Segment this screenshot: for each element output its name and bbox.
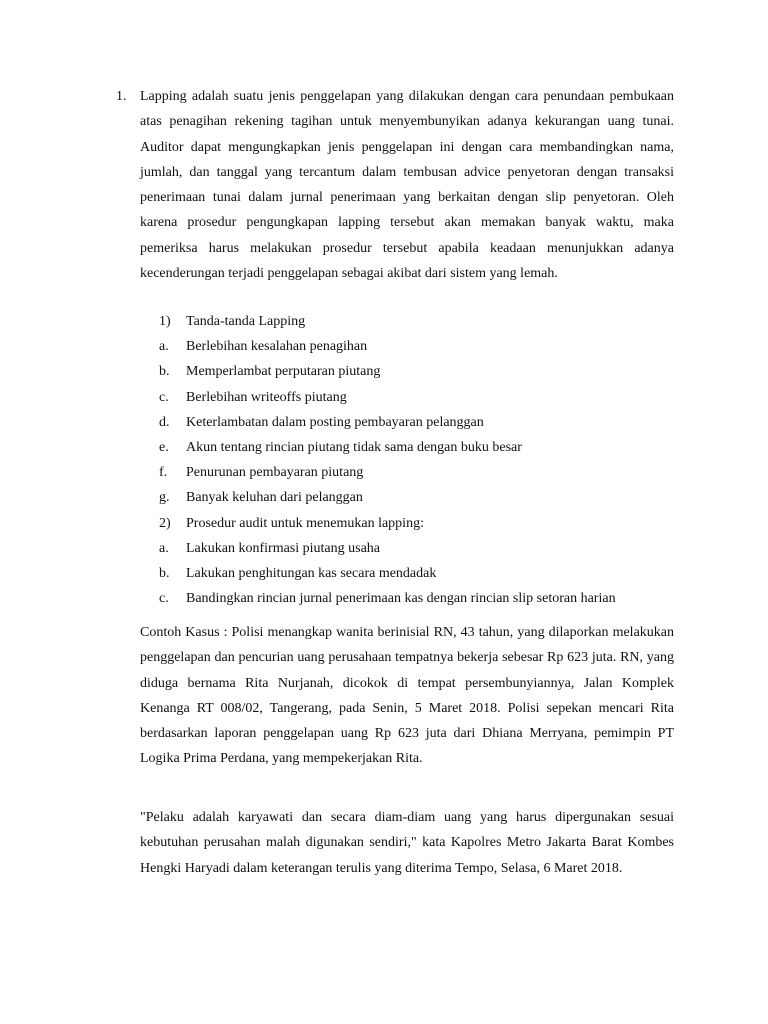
list-text: Memperlambat perputaran piutang (186, 364, 381, 380)
list-item (159, 561, 679, 586)
list-item (159, 586, 679, 611)
list-item (159, 511, 679, 536)
list-text: Penurunan pembayaran piutang (186, 465, 364, 481)
list-text: Prosedur audit untuk menemukan lapping: (186, 515, 424, 531)
list-marker: a. (159, 339, 169, 355)
list-text: Lakukan konfirmasi piutang usaha (186, 540, 381, 556)
list-marker: b. (159, 364, 170, 380)
list-marker: d. (159, 414, 170, 430)
paragraph-case-example: Contoh Kasus : Polisi menangkap wanita berinisial RN, 43 tahun, yang dilaporkan melakukan penggelapan dan pencurian uang perusahaan tempatnya bekerja sebesar Rp 623 juta. RN, yang diduga bernama Rita Nurjanah, dicokok di tempat persembunyiannya, Jalan Komplek Kenanga RT 008/02, Tangerang, pada Senin, 5 Maret 2018. Polisi sepekan mencari Rita berdasarkan laporan penggelapan uang Rp 623 juta dari Dhiana Merryana, pemimpin PT Logika Prima Perdana, yang mempekerjakan Rita. (140, 625, 674, 767)
paragraph-quote: "Pelaku adalah karyawati dan secara diam-diam uang yang harus dipergunakan sesuai kebutuhan perusahan malah digunakan sendiri," kata Kapolres Metro Jakarta Barat Kombes Hengki Haryadi dalam keterangan terulis yang diterima Tempo, Selasa, 6 Maret 2018. (140, 810, 674, 876)
list-item (159, 460, 679, 485)
list-text: Berlebihan kesalahan penagihan (186, 339, 368, 355)
lapping-list (159, 309, 679, 611)
list-item (159, 359, 679, 384)
list-marker: a. (159, 540, 169, 556)
list-item (159, 309, 679, 334)
list-marker: 2) (159, 515, 171, 531)
list-text: Keterlambatan dalam posting pembayaran pelanggan (186, 414, 484, 430)
list-item (159, 435, 679, 460)
list-marker: c. (159, 389, 169, 405)
list-item (159, 536, 679, 561)
list-text: Banyak keluhan dari pelanggan (186, 490, 363, 506)
list-marker: c. (159, 591, 169, 607)
list-item (159, 385, 679, 410)
item-number: 1. (116, 89, 127, 104)
list-marker: 1) (159, 314, 171, 329)
list-marker: g. (159, 490, 170, 506)
list-item (159, 410, 679, 435)
list-marker: e. (159, 440, 169, 456)
list-marker: f. (159, 465, 168, 481)
list-text: Berlebihan writeoffs piutang (186, 389, 347, 405)
list-text: Bandingkan rincian jurnal penerimaan kas dengan rincian slip setoran harian (186, 591, 616, 607)
list-text: Akun tentang rincian piutang tidak sama dengan buku besar (186, 440, 522, 456)
list-item (159, 334, 679, 359)
list-marker: b. (159, 566, 170, 582)
paragraph-lapping-definition: Lapping adalah suatu jenis penggelapan yang dilakukan dengan cara penundaan pembukaan atas penagihan rekening tagihan untuk menyembunyikan adanya kekurangan uang tunai. Auditor dapat mengungkapkan jenis penggelapan ini dengan cara membandingkan nama, jumlah, dan tanggal yang tercantum dalam tembusan advice penyetoran dengan transaksi penerimaan tunai dalam jurnal penerimaan yang berkaitan dengan slip penyetoran. Oleh karena prosedur pengungkapan lapping tersebut akan memakan banyak waktu, maka pemeriksa harus melakukan prosedur tersebut apabila keadaan menunjukkan adanya kecenderungan terjadi penggelapan sebagai akibat dari sistem yang lemah. (140, 89, 674, 282)
list-item (159, 485, 679, 510)
list-text: Tanda-tanda Lapping (186, 314, 306, 329)
list-text: Lakukan penghitungan kas secara mendadak (186, 566, 437, 582)
